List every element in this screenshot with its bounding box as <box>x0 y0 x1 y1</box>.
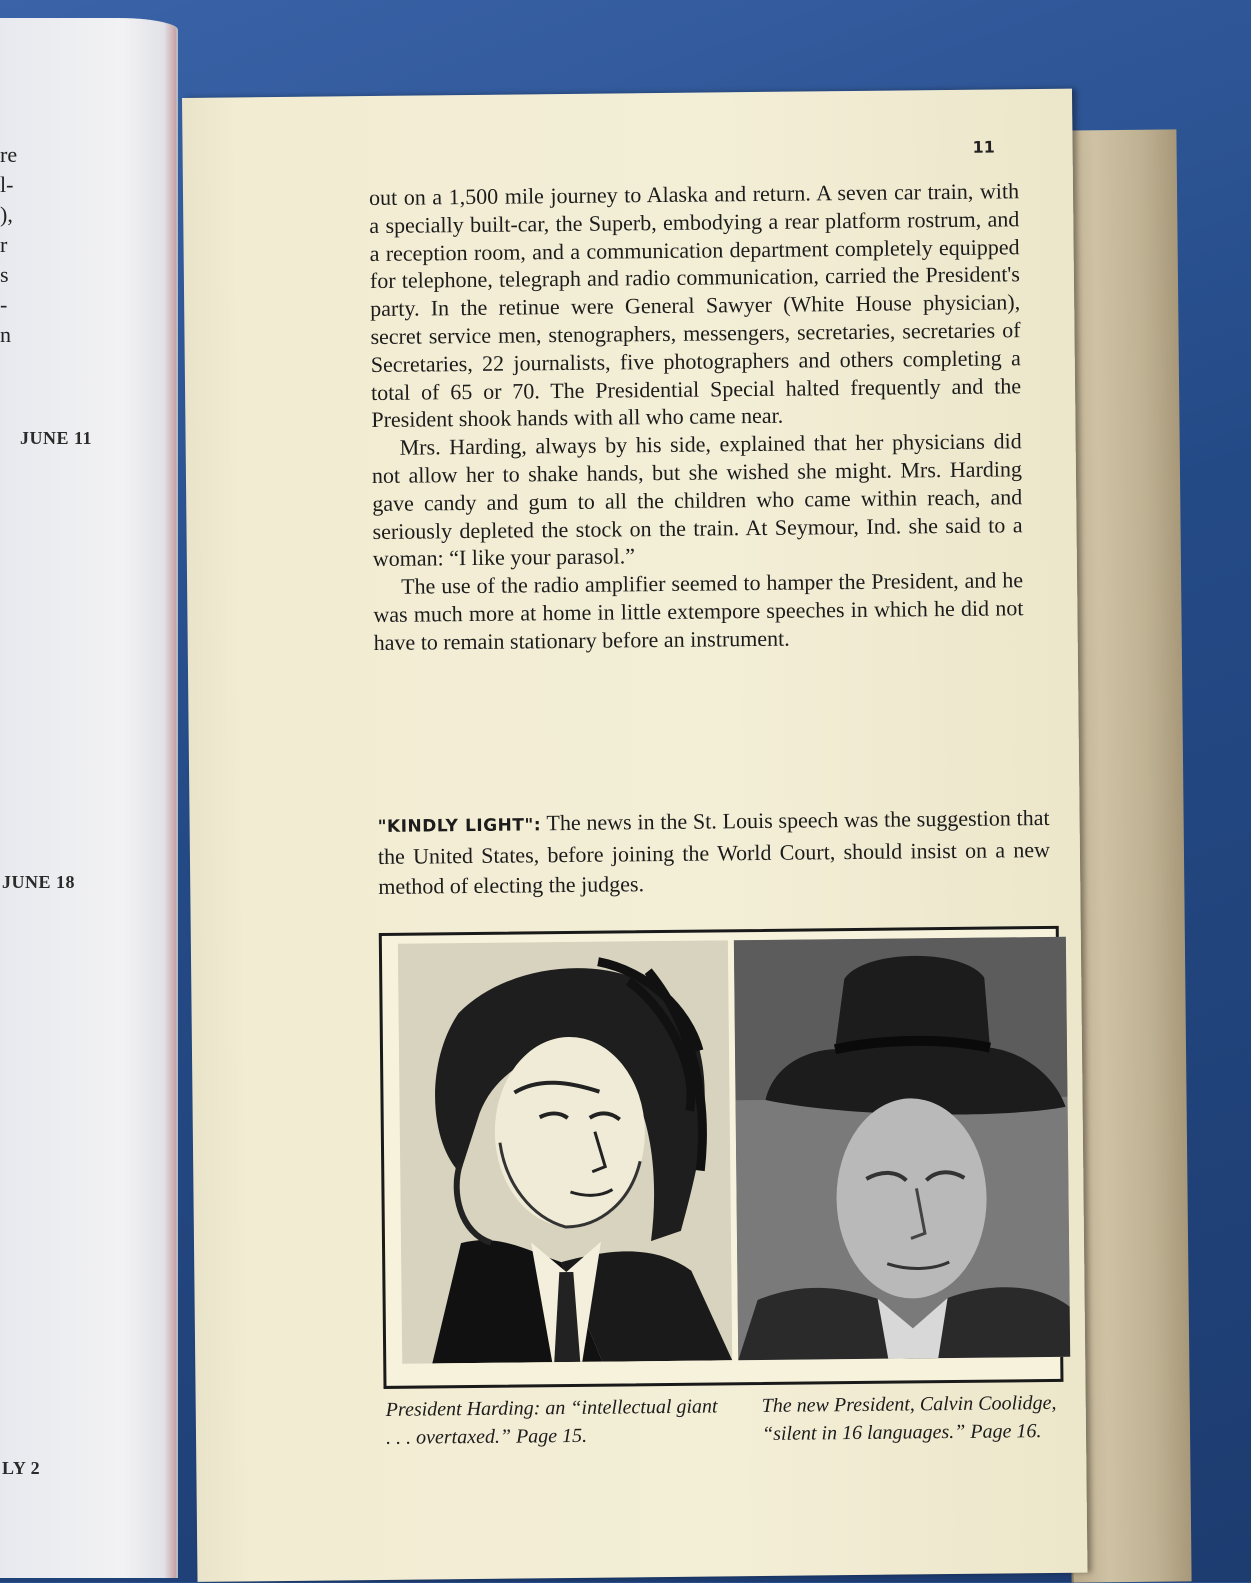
paragraph: Mrs. Harding, always by his side, explained that her physicians did not allow her to shake hands, but she wished she might. Mrs. Harding gave candy and gum to all the children who came within reach, and seriously depleted the stock on the train. At Seymour, Ind. she said to a woman: “I like your parasol.” <box>371 428 1023 572</box>
harding-portrait-sketch <box>398 940 732 1363</box>
left-page-fragment: l- <box>0 172 14 197</box>
left-page-fragment: re <box>0 142 18 167</box>
coolidge-photo-image <box>734 937 1070 1360</box>
margin-note: JUNE 18 <box>2 872 76 892</box>
caption-harding: President Harding: an “intellectual giant . . . overtaxed.” Page 15. <box>385 1395 718 1449</box>
left-page <box>0 18 178 1578</box>
section-text: The news in the St. Louis speech was the suggestion that the United States, before joining the World Court, should insist on a new method of electing the judges. <box>377 804 1051 899</box>
coolidge-photo <box>734 937 1070 1360</box>
right-page <box>182 89 1087 1582</box>
figure-frame <box>379 926 1064 1389</box>
left-page-fragment: r <box>0 232 8 257</box>
left-page-fragment: n <box>0 322 11 347</box>
caption-coolidge: The new President, Calvin Coolidge, “silent in 16 languages.” Page 16. <box>761 1391 1057 1445</box>
harding-sketch-image <box>398 940 732 1363</box>
kindly-light-section <box>377 803 1050 902</box>
left-page-fragment: ), <box>0 202 13 227</box>
left-page-fragment: - <box>0 292 8 317</box>
paragraph: out on a 1,500 mile journey to Alaska and return. A seven car train, with a specially built-car, the Superb, embodying a rear platform rostrum, and a reception room, and a communication department completely equipped for telephone, telegraph and radio communication, carried the President's party. In the retinue were General Sawyer (White House physician), secret service men, stenographers, messengers, secretaries, secretaries of Secretaries, 22 journalists, five photographers and others completing a total of 65 or 70. The Presidential Special halted frequently and the President shook hands with all who came near. <box>368 178 1022 433</box>
section-label: "KINDLY LIGHT": <box>377 815 542 837</box>
page-number: 11 <box>972 137 995 157</box>
margin-note: JUNE 11 <box>20 428 93 448</box>
body-text <box>369 177 1024 656</box>
margin-note: LY 2 <box>2 1458 41 1478</box>
paragraph: The use of the radio amplifier seemed to hamper the President, and he was much more at home in little extempore speeches in which he did not have to remain stationary before an instrument. <box>373 567 1024 655</box>
left-page-fragment: s <box>0 262 9 287</box>
